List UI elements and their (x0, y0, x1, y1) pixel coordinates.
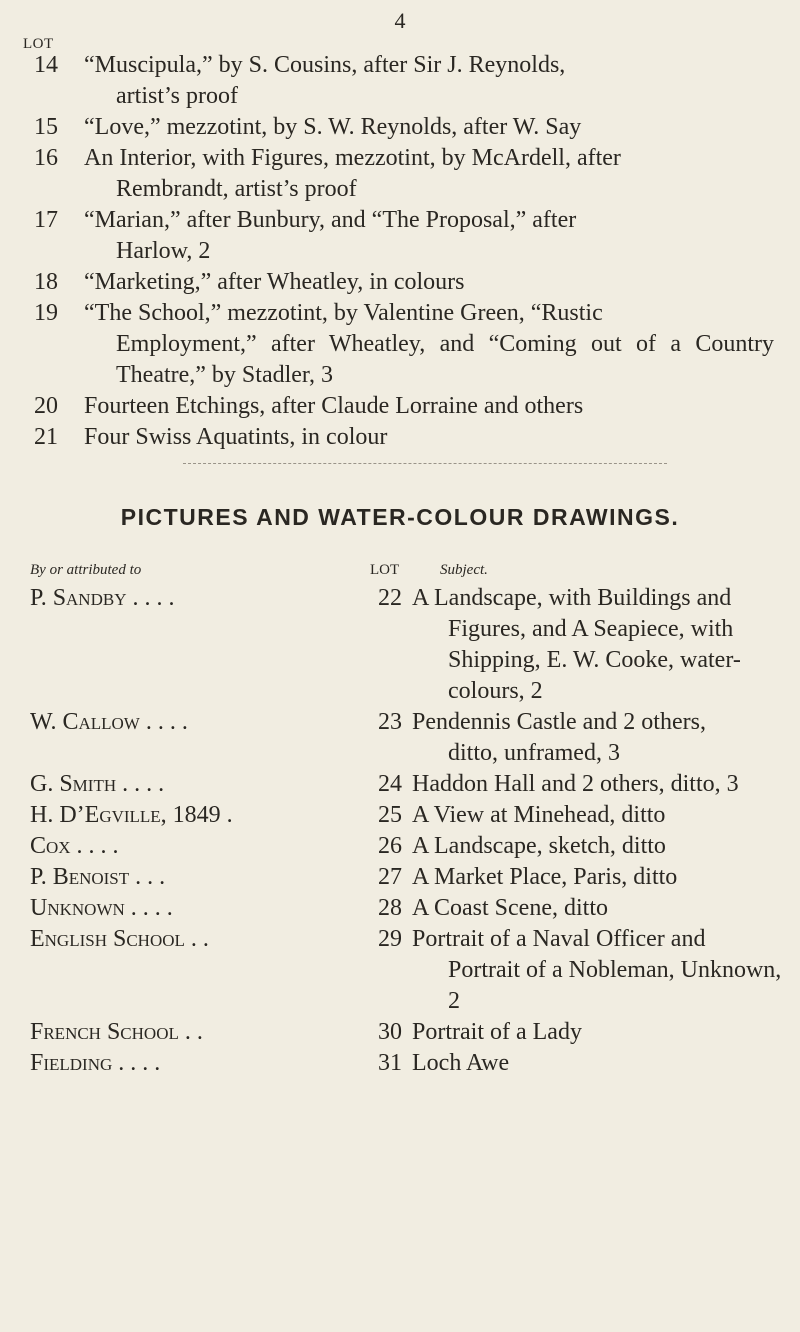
artist-name: P. Benoist . . . (30, 864, 166, 890)
artist-name: P. Sandby . . . . (30, 585, 175, 611)
lot-description: “Love,” mezzotint, by S. W. Reynolds, after W. Say (84, 114, 582, 140)
lot-number: 28 (378, 895, 402, 921)
lot-description: Fourteen Etchings, after Claude Lorraine and others (84, 393, 584, 419)
subject-description: Portrait of a Naval Officer and Portrait of a Nobleman, Unknown, 2 (412, 926, 782, 1014)
column-header-artist: By or attributed to (30, 562, 142, 578)
subject-description: Portrait of a Lady (412, 1019, 582, 1045)
lot-number: 23 (378, 709, 402, 735)
list-item (0, 267, 800, 298)
prints-list (0, 50, 800, 453)
artist-name: W. Callow . . . . (30, 709, 188, 735)
list-item (0, 143, 800, 205)
lot-number: 24 (378, 771, 402, 797)
lot-description: An Interior, with Figures, mezzotint, by McArdell, after Rembrandt, artist’s proof (84, 145, 621, 202)
lot-description: “Marian,” after Bunbury, and “The Proposal,” after Harlow, 2 (84, 207, 577, 264)
subject-description: Pendennis Castle and 2 others, ditto, unframed, 3 (412, 709, 706, 766)
subject-description: Haddon Hall and 2 others, ditto, 3 (412, 771, 739, 797)
lot-number: 27 (378, 864, 402, 890)
lot-number: 19 (34, 300, 58, 326)
lot-number: 22 (378, 585, 402, 611)
subject-description: A Landscape, with Buildings and Figures, and A Seapiece, with Shipping, E. W. Cooke, water-colours, 2 (412, 585, 741, 704)
lot-description: “Marketing,” after Wheatley, in colours (84, 269, 465, 295)
lot-number: 18 (34, 269, 58, 295)
list-item (0, 298, 800, 391)
table-row (0, 924, 800, 1017)
table-row (0, 800, 800, 831)
table-row (0, 893, 800, 924)
section-divider (183, 463, 667, 464)
lot-description: Four Swiss Aquatints, in colour (84, 424, 388, 450)
lot-column-label: LOT (23, 36, 54, 52)
artist-name: G. Smith . . . . (30, 771, 165, 797)
list-item (0, 391, 800, 422)
artist-name: English School . . (30, 926, 209, 952)
lot-number: 20 (34, 393, 58, 419)
lot-number: 30 (378, 1019, 402, 1045)
table-row (0, 769, 800, 800)
table-row (0, 707, 800, 769)
lot-description: “The School,” mezzotint, by Valentine Green, “Rustic Employment,” after Wheatley, and “Coming out of a Country Theatre,” by Stadler, 3 (84, 300, 774, 388)
column-header-lot: LOT (370, 562, 400, 578)
list-item (0, 112, 800, 143)
list-item (0, 50, 800, 112)
drawings-list (0, 583, 800, 1079)
page-number: 4 (394, 8, 406, 33)
lot-number: 21 (34, 424, 58, 450)
lot-number: 26 (378, 833, 402, 859)
section-heading: PICTURES AND WATER-COLOUR DRAWINGS. (120, 504, 680, 530)
lot-number: 25 (378, 802, 402, 828)
subject-description: A Market Place, Paris, ditto (412, 864, 678, 890)
table-row (0, 583, 800, 707)
artist-name: Fielding . . . . (30, 1050, 161, 1076)
subject-description: A Landscape, sketch, ditto (412, 833, 666, 859)
lot-number: 15 (34, 114, 58, 140)
lot-number: 17 (34, 207, 58, 233)
lot-number: 16 (34, 145, 58, 171)
lot-number: 29 (378, 926, 402, 952)
column-header-subject: Subject. (440, 562, 488, 578)
artist-name: French School . . (30, 1019, 203, 1045)
artist-name: Unknown . . . . (30, 895, 173, 921)
list-item (0, 205, 800, 267)
subject-description: A View at Minehead, ditto (412, 802, 666, 828)
lot-number: 31 (378, 1050, 402, 1076)
artist-name: Cox . . . . (30, 833, 119, 859)
subject-description: A Coast Scene, ditto (412, 895, 608, 921)
subject-description: Loch Awe (412, 1050, 510, 1076)
table-row (0, 831, 800, 862)
lot-description: “Muscipula,” by S. Cousins, after Sir J. Reynolds, artist’s proof (84, 52, 566, 109)
table-row (0, 1017, 800, 1048)
table-row (0, 862, 800, 893)
artist-name: H. D’Egville, 1849 . (30, 802, 233, 828)
lot-number: 14 (34, 52, 58, 78)
table-row (0, 1048, 800, 1079)
list-item (0, 422, 800, 453)
